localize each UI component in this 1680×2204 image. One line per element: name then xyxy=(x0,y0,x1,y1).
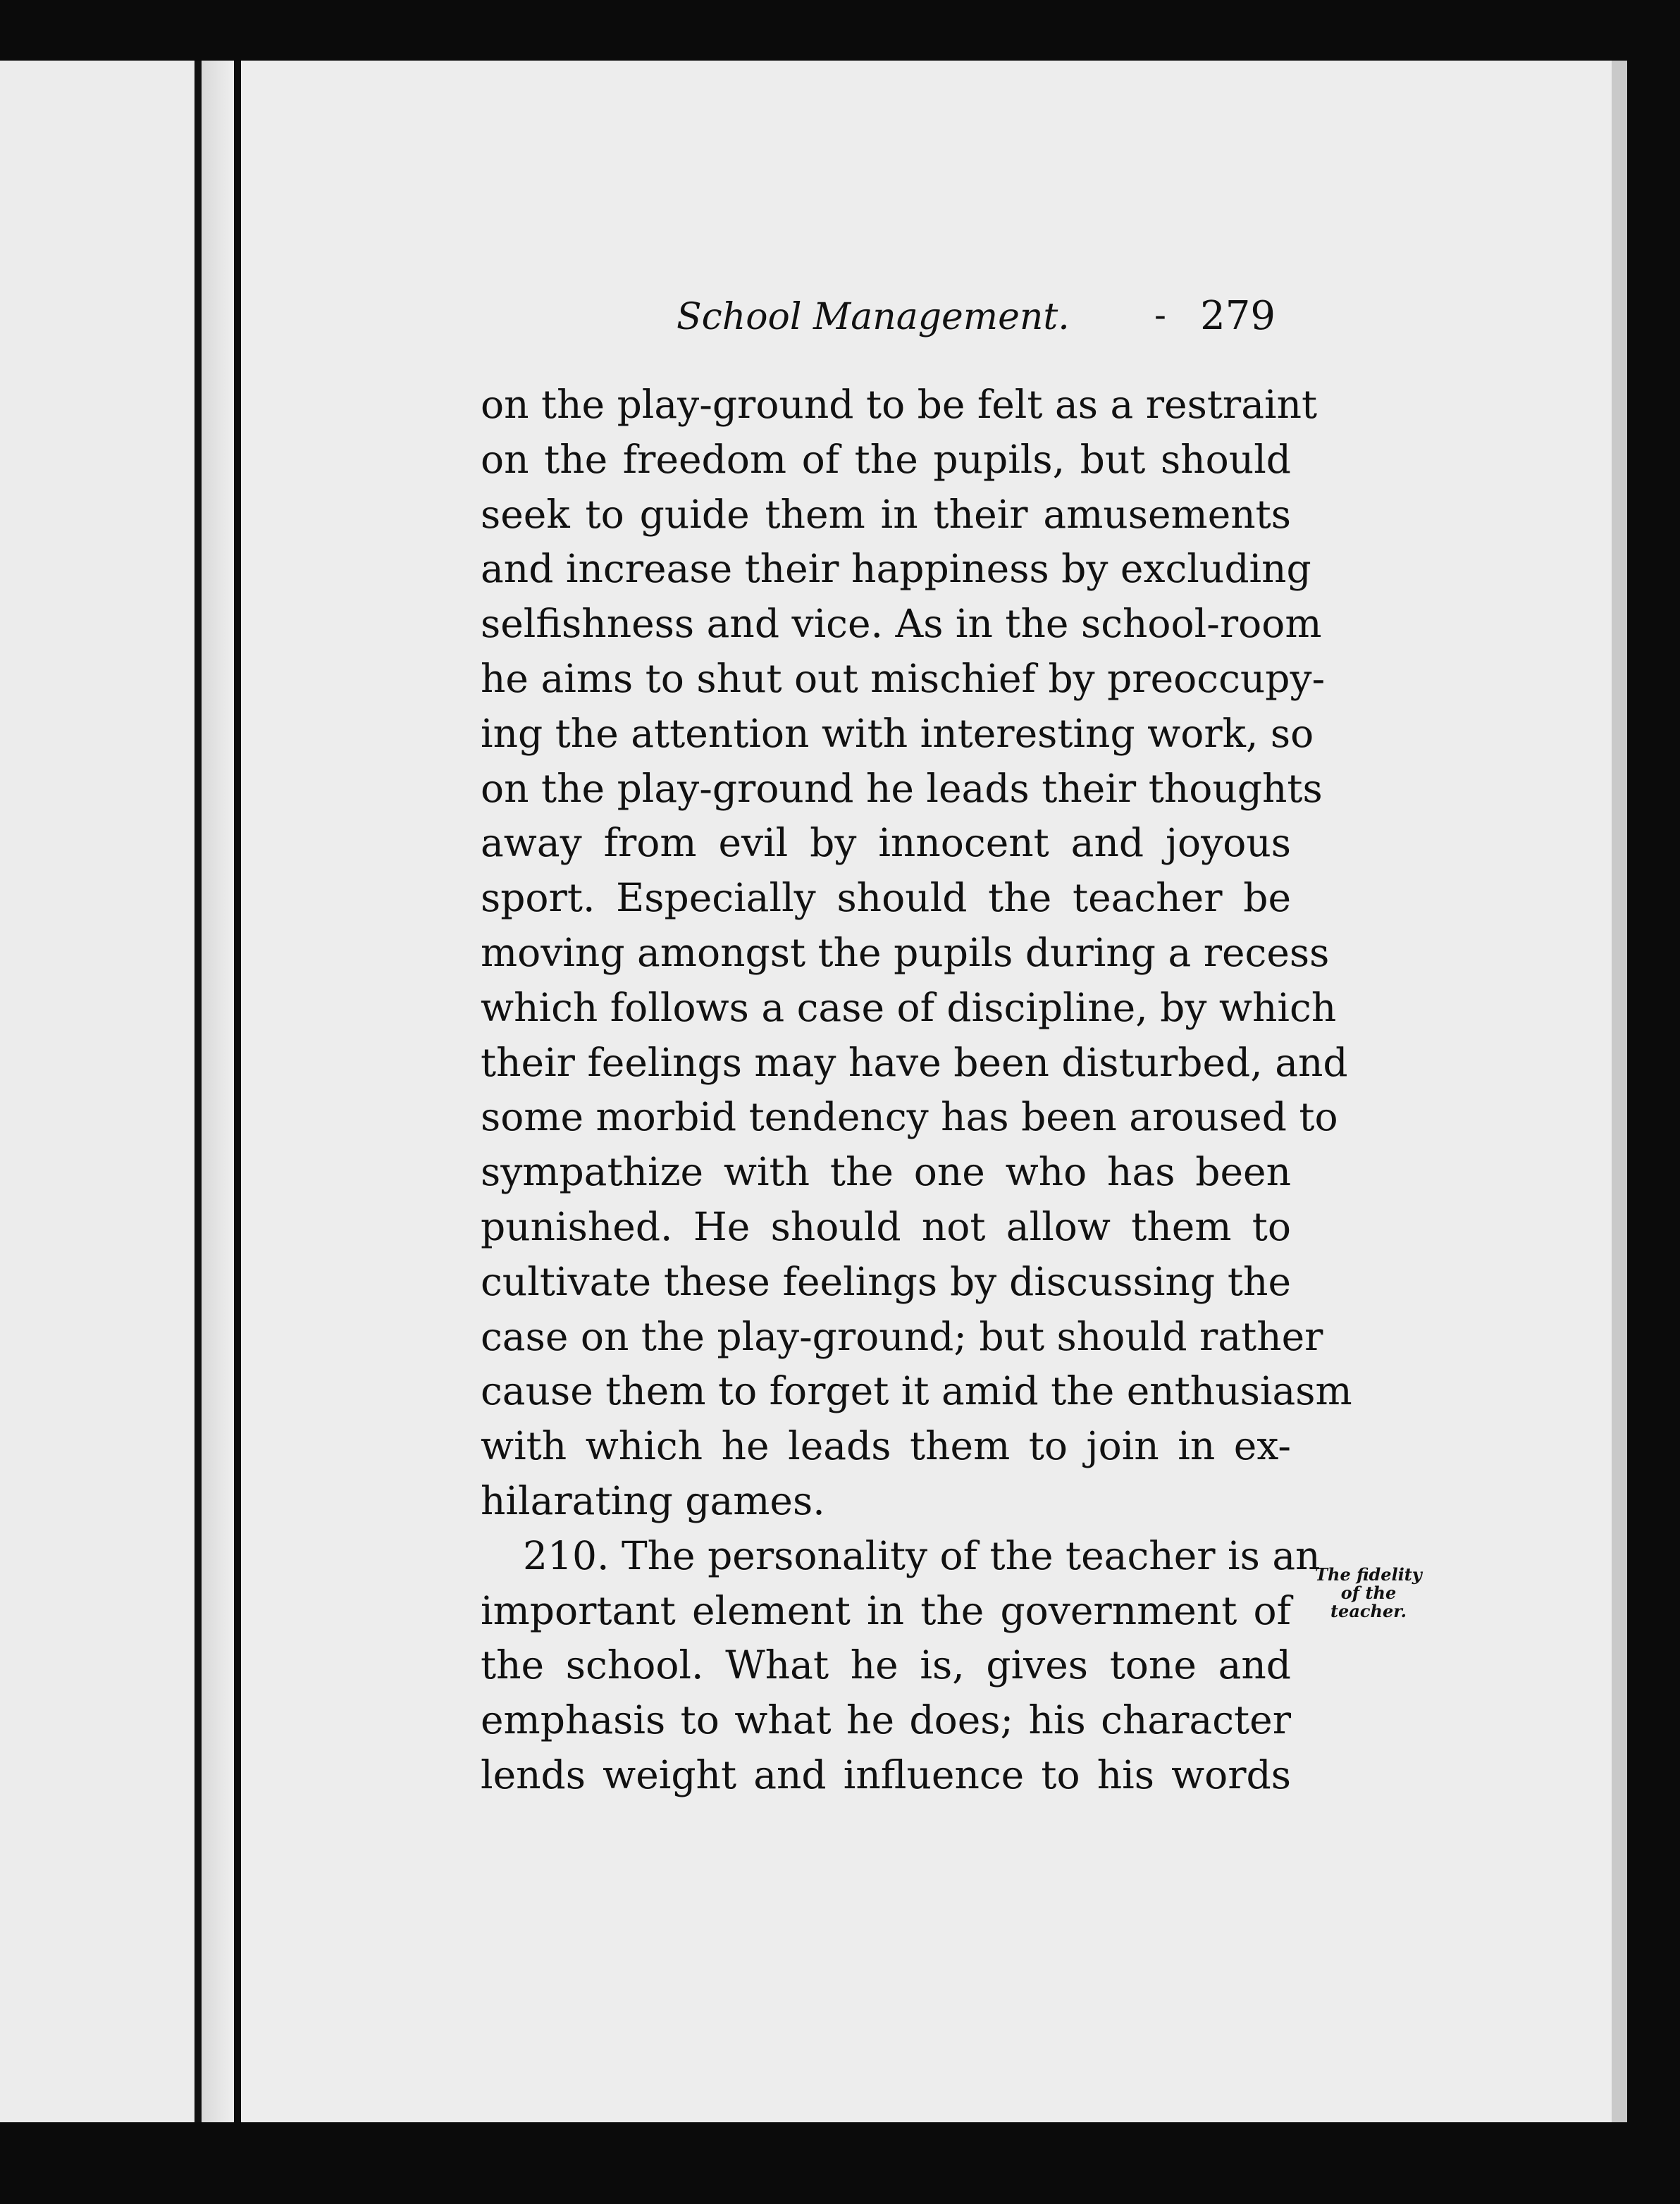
text-line: cause them to forget it amid the enthusiasm xyxy=(481,1368,1352,1414)
marginal-note-line: teacher. xyxy=(1330,1601,1407,1621)
facing-page-edge xyxy=(0,61,194,2122)
text-line: emphasis to what he does; his character xyxy=(481,1697,1291,1743)
spine-shadow xyxy=(234,61,241,2122)
text-line: their feelings may have been disturbed, and xyxy=(481,1039,1348,1085)
page-edge xyxy=(1612,61,1627,2122)
text-line: on the play-ground he leads their thoughts xyxy=(481,765,1323,811)
paragraph-210-start: 210. The personality of the teacher is an xyxy=(523,1533,1321,1578)
text-line: cultivate these feelings by discussing the xyxy=(481,1258,1291,1304)
text-line: selfishness and vice. As in the school-room xyxy=(481,601,1322,647)
text-line: on the play-ground to be felt as a restraint xyxy=(481,382,1318,427)
text-line: sympathize with the one who has been xyxy=(481,1149,1291,1195)
running-head xyxy=(677,290,1276,354)
marginal-note-line: The fidelity xyxy=(1315,1564,1422,1585)
gutter-shadow xyxy=(194,61,202,2122)
text-line: moving amongst the pupils during a recess xyxy=(481,929,1330,975)
text-line: some morbid tendency has been aroused to xyxy=(481,1094,1338,1140)
gutter-strip xyxy=(202,61,234,2122)
text-line: punished. He should not allow them to xyxy=(481,1203,1291,1249)
text-line: which follows a case of discipline, by which xyxy=(481,984,1337,1030)
text-line: ing the attention with interesting work, so xyxy=(481,710,1314,756)
text-line: hilarating games. xyxy=(481,1478,825,1523)
marginal-note-line: of the xyxy=(1340,1583,1397,1603)
marginal-note xyxy=(1298,1566,1439,1621)
text-line: on the freedom of the pupils, but should xyxy=(481,436,1291,482)
text-line: he aims to shut out mischief by preoccupy- xyxy=(481,655,1326,701)
text-line: important element in the government of xyxy=(481,1587,1291,1633)
text-line: the school. What he is, gives tone and xyxy=(481,1642,1291,1688)
running-title: School Management. xyxy=(677,296,1070,338)
text-line: seek to guide them in their amusements xyxy=(481,491,1291,537)
text-line: lends weight and influence to his words xyxy=(481,1752,1291,1797)
running-head-dash: - xyxy=(1154,295,1166,335)
text-line: case on the play-ground; but should rather xyxy=(481,1313,1323,1359)
body-text xyxy=(481,378,1352,1803)
page-number: 279 xyxy=(1200,293,1276,339)
text-line: sport. Especially should the teacher be xyxy=(481,875,1291,921)
text-line: away from evil by innocent and joyous xyxy=(481,820,1291,866)
text-line: and increase their happiness by excluding xyxy=(481,546,1311,592)
text-line: with which he leads them to join in ex- xyxy=(481,1423,1291,1469)
